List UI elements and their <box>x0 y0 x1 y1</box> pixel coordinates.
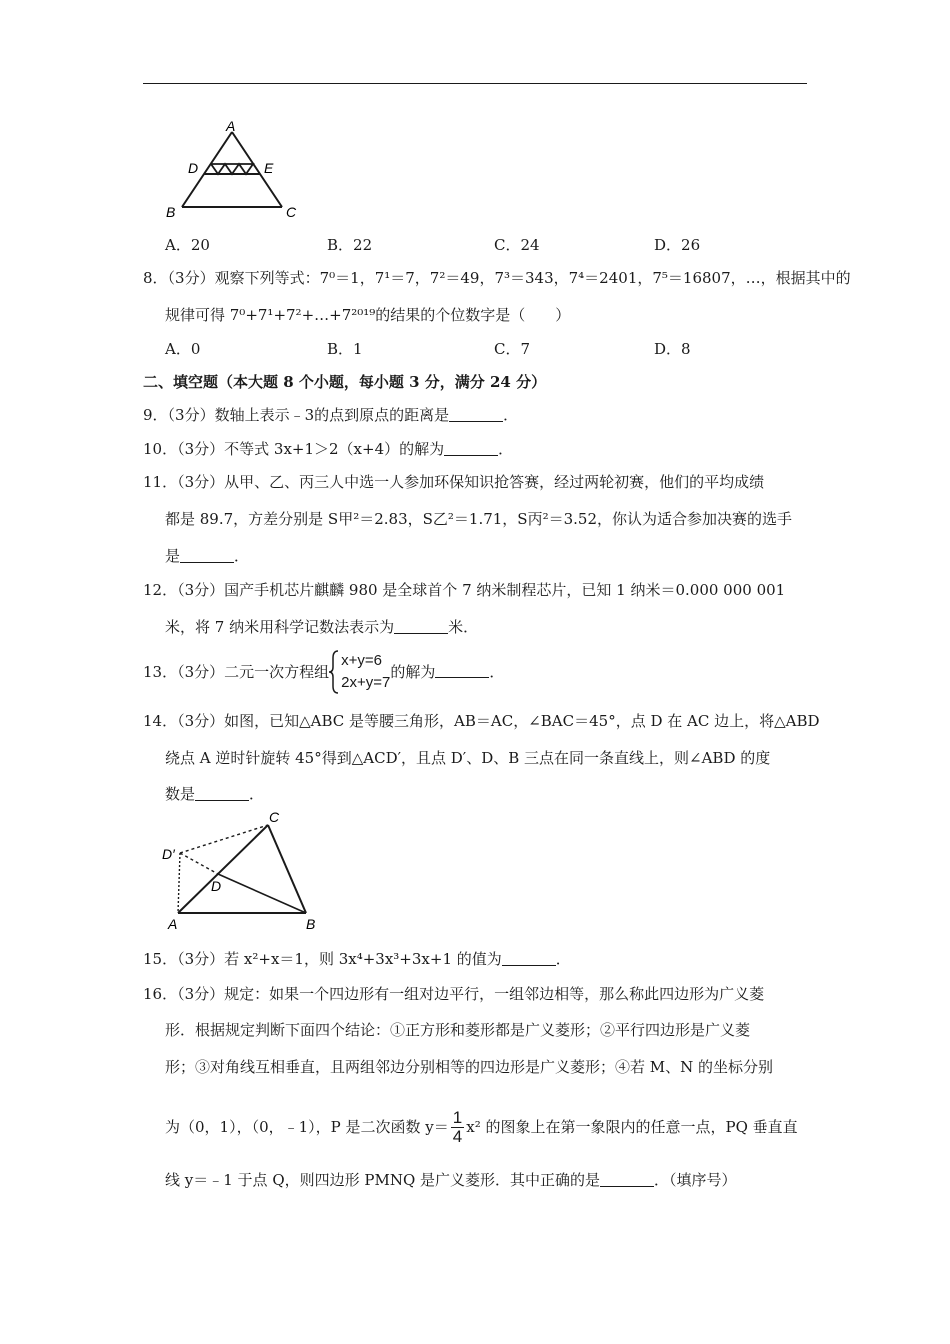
q12-line1: 12．（3分）国产手机芯片麒麟 980 是全球首个 7 纳米制程芯片，已知 1 纳米＝0.000 000 001 <box>143 581 786 599</box>
q12-line2: 米，将 7 纳米用科学记数法表示为 米． <box>165 618 479 636</box>
q7-option-d: D．26 <box>654 236 701 254</box>
q11-line1: 11．（3分）从甲、乙、丙三人中选一人参加环保知识抢答赛，经过两轮初赛，他们的平均成绩 <box>143 473 765 491</box>
brace-icon <box>329 650 339 694</box>
q15-line: 15．（3分）若 x²+x＝1，则 3x⁴+3x³+3x+1 的值为 ． <box>143 950 571 968</box>
q10-line: 10．（3分）不等式 3x+1＞2（x+4）的解为 ． <box>143 440 514 458</box>
q13-line: 13．（3分）二元一次方程组 x+y=6 2x+y=7 的解为 ． <box>143 650 504 694</box>
q7-triangle-figure <box>160 118 310 223</box>
q14-label-b: B <box>306 916 316 932</box>
q7-label-b: B <box>166 204 176 220</box>
q14-label-dprime: D′ <box>162 846 175 862</box>
q8-option-d: D．8 <box>654 340 691 358</box>
q11-line2: 都是 89.7，方差分别是 S甲²＝2.83，S乙²＝1.71，S丙²＝3.52，你认为适合参加决赛的选手 <box>165 510 793 528</box>
q12-answer-blank[interactable] <box>394 619 448 634</box>
section-2-heading: 二、填空题（本大题 8 个小题，每小题 3 分，满分 24 分） <box>143 373 547 391</box>
q8-option-c: C．7 <box>494 340 531 358</box>
q16-line5: 线 y＝﹣1 于点 Q，则四边形 PMNQ 是广义菱形．其中正确的是 ．（填序号） <box>165 1171 737 1189</box>
q7-label-d: D <box>188 160 199 176</box>
q16-line2: 形．根据规定判断下面四个结论：①正方形和菱形都是广义菱形；②平行四边形是广义菱 <box>165 1021 751 1039</box>
q8-line2: 规律可得 7⁰+7¹+7²+…+7²⁰¹⁹的结果的个位数字是（ ） <box>165 306 571 324</box>
q11-answer-blank[interactable] <box>180 548 234 563</box>
q7-option-c: C．24 <box>494 236 540 254</box>
fraction-one-quarter: $\frac{1}{4}$ <box>452 1107 463 1146</box>
q14-segment-bd <box>218 874 306 913</box>
q14-label-d: D <box>211 878 222 894</box>
q16-answer-blank[interactable] <box>600 1172 654 1187</box>
q11-line3: 是 ． <box>165 547 250 565</box>
q7-option-b: B．22 <box>327 236 373 254</box>
q14-label-a: A <box>168 916 178 932</box>
q7-label-a: A <box>226 118 236 134</box>
q16-line3: 形；③对角线互相垂直，且两组邻边分别相等的四边形是广义菱形；④若 M、N 的坐标分别 <box>165 1058 774 1076</box>
q14-dashed-dprime-d <box>180 853 218 874</box>
equation-2: 2x+y=7 <box>341 674 391 691</box>
q14-label-c: C <box>269 809 280 825</box>
q14-line1: 14．（3分）如图，已知△ABC 是等腰三角形，AB＝AC，∠BAC＝45°，点 D 在 AC 边上，将△ABD <box>143 712 820 730</box>
q15-answer-blank[interactable] <box>502 951 556 966</box>
q14-side-ac <box>178 825 268 913</box>
q14-triangle-figure <box>158 805 328 935</box>
q14-line3: 数是 ． <box>165 785 265 803</box>
q7-label-c: C <box>286 204 297 220</box>
equation-1: x+y=6 <box>341 652 383 669</box>
q14-side-bc <box>268 825 306 913</box>
q16-line4: 为（0，1），（0，﹣1），P 是二次函数 y＝ $\frac{1}{4}$ x² 的图象上在第一象限内的任意一点，PQ 垂直直 <box>165 1107 798 1146</box>
q14-line2: 绕点 A 逆时针旋转 45°得到△ACD′，且点 D′、D、B 三点在同一条直线上，则∠ABD 的度 <box>165 749 771 767</box>
q7-option-a: A．20 <box>165 236 210 254</box>
q9-line: 9．（3分）数轴上表示﹣3的点到原点的距离是 ． <box>143 406 519 424</box>
q7-label-e: E <box>264 160 274 176</box>
q8-option-a: A．0 <box>165 340 201 358</box>
q9-answer-blank[interactable] <box>449 407 503 422</box>
q10-answer-blank[interactable] <box>444 441 498 456</box>
q7-side-ac <box>232 132 282 207</box>
equation-system <box>329 650 390 694</box>
header-rule <box>143 83 807 84</box>
q7-zigzag <box>211 164 253 174</box>
q8-line1: 8．（3分）观察下列等式：7⁰＝1，7¹＝7，7²＝49，7³＝343，7⁴＝2401，7⁵＝16807，…，根据其中的 <box>143 269 851 287</box>
q13-answer-blank[interactable] <box>435 663 489 678</box>
q8-option-b: B．1 <box>327 340 363 358</box>
q16-line1: 16．（3分）规定：如果一个四边形有一组对边平行，一组邻边相等，那么称此四边形为广义菱 <box>143 985 765 1003</box>
q14-answer-blank[interactable] <box>195 786 249 801</box>
q14-dotted-dprime-a <box>178 853 180 913</box>
